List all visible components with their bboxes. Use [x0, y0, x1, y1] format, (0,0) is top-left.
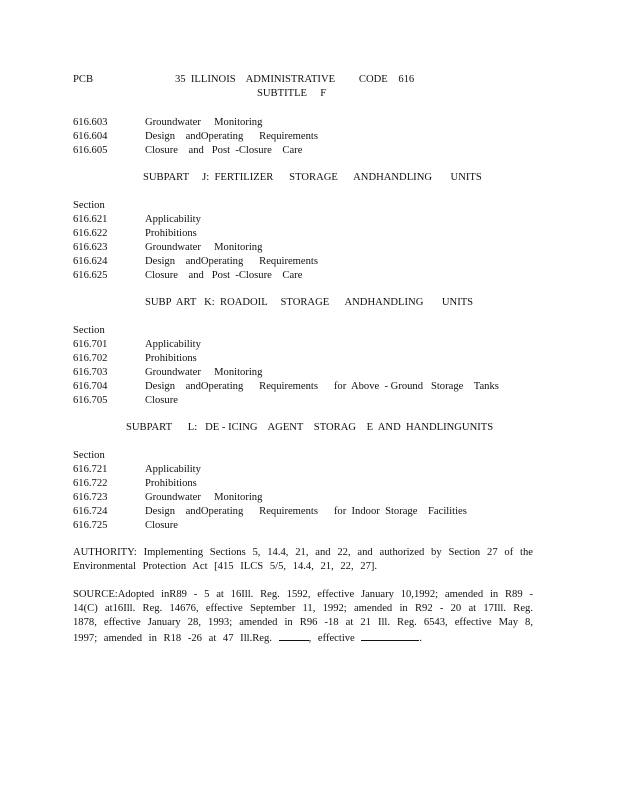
section-title: Prohibitions	[145, 228, 197, 239]
section-title: Applicability	[145, 214, 201, 225]
header-agency: PCB	[73, 74, 94, 85]
section-title: Applicability	[145, 339, 201, 350]
section-number: 616.722	[73, 478, 108, 489]
blank-line	[279, 630, 309, 641]
effective-label: effective	[317, 633, 355, 644]
section-number: 616.705	[73, 395, 108, 406]
section-title: Closure	[145, 395, 178, 406]
section-title: Closure and Post -Closure Care	[145, 270, 303, 281]
section-number: 616.702	[73, 353, 108, 364]
section-title: Groundwater Monitoring	[145, 492, 263, 503]
section-title: Design andOperating Requirements for Indoor Storage Facilities	[145, 506, 467, 517]
section-title: Design andOperating Requirements for Above - Ground Storage Tanks	[145, 381, 499, 392]
section-title: Prohibitions	[145, 353, 197, 364]
header-subtitle: SUBTITLE F	[257, 88, 327, 99]
section-number: 616.621	[73, 214, 108, 225]
subpart-j-heading: SUBPART J: FERTILIZER STORAGE ANDHANDLING UNITS	[143, 172, 482, 183]
section-number: 616.624	[73, 256, 108, 267]
section-number: 616.725	[73, 520, 108, 531]
source-paragraph: SOURCE:Adopted inR89 - 5 at 16Ill. Reg. 1592, effective January 10,1992; amended in R89 - 14(C) at16Ill. Reg. 14676, effective September 11, 1992; amended in R92 - 20 at 17Ill. Reg. 1878, effective January 28, 1993; amended in R96 -18 at 21 Ill. Reg. 6543, effective May 8, 1997; amended in R18 -26 at 47 Ill.Reg. , effective .	[73, 589, 533, 644]
section-title: Groundwater Monitoring	[145, 242, 263, 253]
section-title: Groundwater Monitoring	[145, 367, 263, 378]
subpart-k-heading: SUBP ART K: ROADOIL STORAGE ANDHANDLING UNITS	[145, 297, 474, 308]
blank-line	[361, 630, 419, 641]
section-number: 616.701	[73, 339, 108, 350]
section-label: Section	[73, 450, 105, 461]
section-number: 616.723	[73, 492, 108, 503]
section-number: 616.704	[73, 381, 108, 392]
section-number: 616.623	[73, 242, 108, 253]
section-number: 616.603	[73, 117, 108, 128]
header-title: 35 ILLINOIS ADMINISTRATIVE CODE 616	[175, 74, 415, 85]
section-number: 616.605	[73, 145, 108, 156]
section-title: Closure	[145, 520, 178, 531]
section-title: Design andOperating Requirements	[145, 131, 318, 142]
section-number: 616.703	[73, 367, 108, 378]
section-title: Design andOperating Requirements	[145, 256, 318, 267]
section-number: 616.724	[73, 506, 108, 517]
authority-paragraph: AUTHORITY: Implementing Sections 5, 14.4, 21, and 22, and authorized by Section 27 of the Environmental Protection Act [415 ILCS 5/5, 14.4, 21, 22, 27].	[73, 547, 533, 572]
section-title: Closure and Post -Closure Care	[145, 145, 303, 156]
section-title: Prohibitions	[145, 478, 197, 489]
section-title: Groundwater Monitoring	[145, 117, 263, 128]
section-label: Section	[73, 325, 105, 336]
section-number: 616.622	[73, 228, 108, 239]
subpart-l-heading: SUBPART L: DE - ICING AGENT STORAG E AND HANDLINGUNITS	[126, 422, 494, 433]
section-number: 616.625	[73, 270, 108, 281]
source-text: SOURCE:Adopted inR89 - 5 at 16Ill. Reg. 1592, effective January 10,1992; amended in R89 - 14(C) at16Ill. Reg. 14676, effective September 11, 1992; amended in R92 - 20 at 17Ill. Reg. 1878, effective January 28, 1993; amended in R96 -18 at 21 Ill. Reg. 6543, effective May 8, 1997; amended in R18 -26 at 47 Ill.Reg.	[73, 589, 533, 644]
section-number: 616.604	[73, 131, 108, 142]
section-label: Section	[73, 200, 105, 211]
section-title: Applicability	[145, 464, 201, 475]
section-number: 616.721	[73, 464, 108, 475]
